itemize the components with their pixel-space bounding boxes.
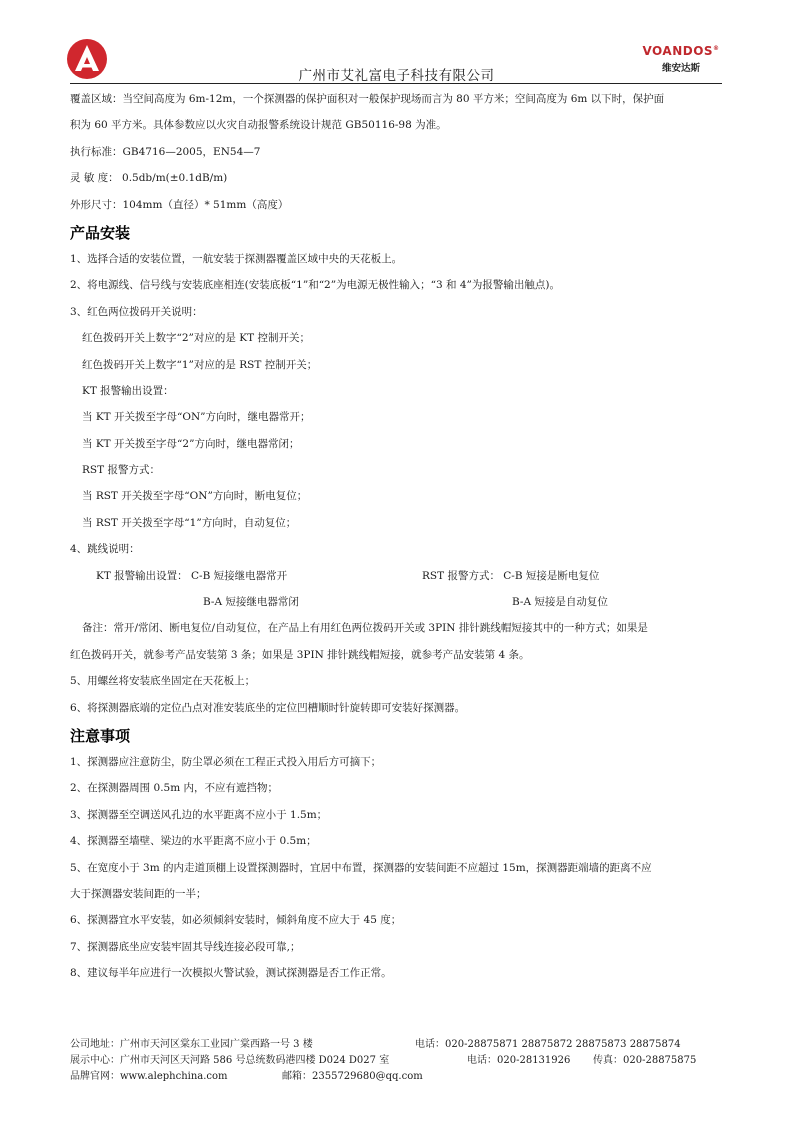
- brand-subtitle: 维安达斯: [661, 63, 700, 74]
- jumper-row: [70, 563, 722, 589]
- dip-switch-line: 当 KT 开关拨至字母“2”方向时，继电器常闭；: [82, 437, 300, 450]
- dip-switch-line: KT 报警输出设置：: [82, 384, 174, 397]
- spec-line: 执行标准：GB4716—2005，EN54—7: [70, 145, 261, 158]
- notes-section-title: 注意事项: [70, 726, 131, 745]
- document-body: [70, 86, 722, 987]
- notice-item: 4、探测器至墙壁、梁边的水平距离不应小于 0.5m；: [70, 835, 317, 848]
- footer-website[interactable]: 品牌官网：www.alephchina.com: [70, 1071, 228, 1082]
- dip-switch-line: 当 RST 开关拨至字母“ON”方向时，断电复位；: [82, 490, 308, 503]
- notice-item: 大于探测器安装间距的一半；: [70, 887, 207, 900]
- install-step: 3、红色两位拨码开关说明：: [70, 305, 203, 318]
- jumper-kt-cb: KT 报警输出设置： C-B 短接继电器常开: [96, 569, 288, 582]
- spec-line: 积为 60 平方米。具体参数应以火灾自动报警系统设计规范 GB50116-98 为准。: [70, 119, 447, 132]
- dip-switch-line: RST 报警方式：: [82, 464, 160, 477]
- jumper-rst-ba: B-A 短接是自动复位: [512, 596, 608, 609]
- dip-switch-line: 当 RST 开关拨至字母“1”方向时，自动复位；: [82, 516, 297, 529]
- footer-row: [70, 1053, 750, 1069]
- notice-item: 3、探测器至空调送风孔边的水平距离不应小于 1.5m；: [70, 808, 328, 821]
- install-step: 5、用螺丝将安装底坐固定在天花板上；: [70, 675, 256, 688]
- install-step: 1、选择合适的安装位置，一航安装于探测器覆盖区域中央的天花板上。: [70, 252, 403, 265]
- footer-phone: 电话：020-28875871 28875872 28875873 28875874: [415, 1039, 681, 1050]
- footer-row: [70, 1069, 750, 1085]
- footer-showroom-phone: 电话：020-28131926: [467, 1055, 571, 1066]
- jumper-title: 4、跳线说明：: [70, 543, 140, 556]
- footer-address: 公司地址：广州市天河区棠东工业园广棠西路一号 3 楼: [70, 1039, 313, 1050]
- registered-mark: ®: [713, 45, 720, 52]
- jumper-row: [70, 589, 722, 615]
- header-divider: [70, 83, 722, 84]
- footer-fax: 传真：020-28875875: [593, 1055, 697, 1066]
- install-step: 6、将探测器底端的定位凸点对准安装底坐的定位凹槽顺时针旋转即可安装好探测器。: [70, 701, 466, 714]
- dip-switch-line: 当 KT 开关拨至字母“ON”方向时，继电器常开；: [82, 411, 311, 424]
- install-section-title: 产品安装: [70, 223, 131, 242]
- dip-switch-line: 红色拨码开关上数字“1”对应的是 RST 控制开关；: [82, 358, 318, 371]
- brand-logo: [636, 44, 726, 74]
- note-line: 备注：常开/常闭、断电复位/自动复位，在产品上有用红色两位拨码开关或 3PIN 排针跳线帽短接其中的一种方式；如果是: [82, 622, 648, 635]
- notice-item: 2、在探测器周围 0.5m 内，不应有遮挡物；: [70, 782, 279, 795]
- spec-line: 外形尺寸：104mm（直径）* 51mm（高度）: [70, 198, 289, 211]
- jumper-rst-cb: RST 报警方式： C-B 短接是断电复位: [422, 569, 600, 582]
- company-title: 广州市艾礼富电子科技有限公司: [298, 68, 495, 84]
- spec-line: 覆盖区域：当空间高度为 6m-12m，一个探测器的保护面积对一般保护现场而言为 80 平方米；空间高度为 6m 以下时，保护面: [70, 93, 665, 105]
- notice-item: 1、探测器应注意防尘，防尘罩必须在工程正式投入用后方可摘下；: [70, 755, 382, 768]
- footer-showroom: 展示中心：广州市天河区天河路 586 号总统数码港四楼 D024 D027 室: [70, 1055, 390, 1066]
- footer-email[interactable]: 邮箱：2355729680@qq.com: [282, 1071, 423, 1082]
- page-footer: [70, 1037, 750, 1085]
- brand-name: VOANDOS®: [642, 44, 720, 58]
- spec-line: 灵 敏 度： 0.5db/m(±0.1dB/m): [70, 172, 228, 185]
- jumper-kt-ba: B-A 短接继电器常闭: [203, 596, 299, 609]
- footer-row: [70, 1037, 750, 1053]
- install-step: 2、将电源线、信号线与安装底座相连(安装底板“1”和“2”为电源无极性输入；“3 和 4”为报警输出触点)。: [70, 279, 560, 292]
- dip-switch-line: 红色拨码开关上数字“2”对应的是 KT 控制开关；: [82, 332, 310, 345]
- notice-item: 5、在宽度小于 3m 的内走道顶棚上设置探测器时，宜居中布置，探测器的安装间距不应超过 15m，探测器距端墙的距离不应: [70, 861, 652, 874]
- notice-item: 8、建议每半年应进行一次模拟火警试验，测试探测器是否工作正常。: [70, 967, 392, 980]
- page-header: [0, 0, 793, 90]
- note-line: 红色拨码开关，就参考产品安装第 3 条；如果是 3PIN 排针跳线帽短接，就参考产品安装第 4 条。: [70, 648, 530, 661]
- notice-item: 7、探测器底坐应安装牢固其导线连接必段可靠,；: [70, 940, 301, 953]
- notice-item: 6、探测器宜水平安装，如必须倾斜安装时，倾斜角度不应大于 45 度；: [70, 914, 402, 927]
